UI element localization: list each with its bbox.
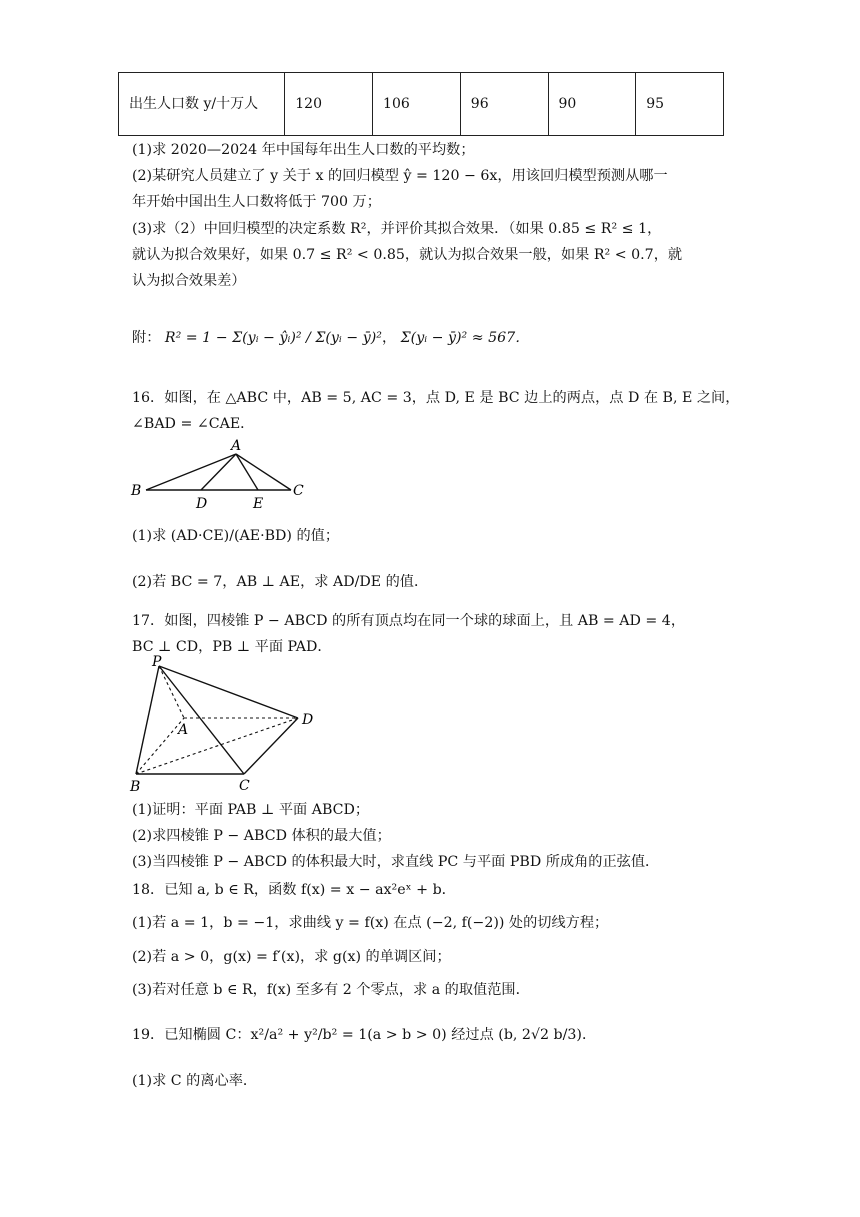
q16-part1: (1)求 (AD·CE)/(AE·BD) 的值； bbox=[132, 528, 340, 544]
label-B: B bbox=[131, 483, 142, 499]
q18-part3: (3)若对任意 b ∈ R，f(x) 至多有 2 个零点，求 a 的取值范围． bbox=[132, 982, 530, 998]
q19-part1: (1)求 C 的离心率． bbox=[132, 1073, 258, 1089]
label-C: C bbox=[293, 483, 304, 499]
q17-part3: (3)当四棱锥 P − ABCD 的体积最大时，求直线 PC 与平面 PBD 所成角的正弦值． bbox=[132, 854, 660, 870]
q17-part2: (2)求四棱锥 P − ABCD 体积的最大值； bbox=[132, 828, 391, 844]
label-D: D bbox=[302, 712, 314, 728]
label-B: B bbox=[130, 779, 141, 795]
q15-part1: (1)求 2020—2024 年中国每年出生人口数的平均数； bbox=[132, 142, 475, 158]
label-D: D bbox=[196, 496, 208, 512]
q17-stem-b: BC ⊥ CD，PB ⊥ 平面 PAD． bbox=[132, 639, 332, 655]
q15-part3c: 认为拟合效果差） bbox=[132, 273, 246, 289]
q18-stem: 18．已知 a, b ∈ R，函数 f(x) = x − ax²eˣ + b． bbox=[132, 882, 456, 898]
q15-part3b: 就认为拟合效果好，如果 0.7 ≤ R² < 0.85，就认为拟合效果一般，如果 R² < 0.7，就 bbox=[132, 247, 683, 263]
q16-part2: (2)若 BC = 7，AB ⊥ AE，求 AD/DE 的值． bbox=[132, 574, 429, 590]
pyramid-figure bbox=[126, 654, 326, 796]
birth-data-table bbox=[118, 72, 724, 136]
label-C: C bbox=[239, 778, 250, 794]
label-A: A bbox=[178, 722, 189, 738]
q17-part1: (1)证明：平面 PAB ⊥ 平面 ABCD； bbox=[132, 802, 370, 818]
table-row bbox=[119, 73, 724, 136]
value-cell: 96 bbox=[460, 73, 548, 136]
appendix-label: 附： bbox=[132, 330, 161, 346]
q16-stem-a: 16．如图，在 △ABC 中，AB = 5, AC = 3，点 D, E 是 BC 边上的两点，点 D 在 B, E 之间， bbox=[132, 390, 740, 406]
appendix-formula: R² = 1 − Σ(yᵢ − ŷᵢ)² / Σ(yᵢ − ȳ)² bbox=[164, 330, 382, 346]
value-cell: 95 bbox=[636, 73, 724, 136]
label-P: P bbox=[152, 654, 162, 670]
value-cell: 120 bbox=[285, 73, 373, 136]
value-cell: 106 bbox=[373, 73, 461, 136]
q17-stem-a: 17．如图，四棱锥 P − ABCD 的所有顶点均在同一个球的球面上，且 AB = AD = 4， bbox=[132, 613, 686, 629]
value-cell: 90 bbox=[548, 73, 636, 136]
q15-part2a: (2)某研究人员建立了 y 关于 x 的回归模型 ŷ = 120 − 6x，用该回归模型预测从哪一 bbox=[132, 168, 668, 184]
q19-stem: 19．已知椭圆 C：x²/a² + y²/b² = 1(a > b > 0) 经过点 (b, 2√2 b/3)． bbox=[132, 1027, 597, 1043]
q16-stem-b: ∠BAD = ∠CAE． bbox=[132, 416, 255, 432]
row-label-cell: 出生人口数 y/十万人 bbox=[119, 73, 285, 136]
label-E: E bbox=[253, 496, 264, 512]
q15-part3a: (3)求（2）中回归模型的决定系数 R²，并评价其拟合效果．（如果 0.85 ≤ R² ≤ 1， bbox=[132, 221, 662, 237]
label-A: A bbox=[231, 438, 242, 454]
q15-part2b: 年开始中国出生人口数将低于 700 万； bbox=[132, 194, 381, 210]
triangle-figure bbox=[126, 436, 316, 512]
appendix-sum: Σ(yᵢ − ȳ)² ≈ 567． bbox=[400, 330, 530, 346]
q15-appendix: 附： R² = 1 − Σ(yᵢ − ŷᵢ)² / Σ(yᵢ − ȳ)²， Σ(yᵢ − ȳ)² ≈ 567． bbox=[132, 330, 530, 346]
q18-part2: (2)若 a > 0，g(x) = f′(x)，求 g(x) 的单调区间； bbox=[132, 949, 451, 965]
q18-part1: (1)若 a = 1，b = −1，求曲线 y = f(x) 在点 (−2, f(−2)) 处的切线方程； bbox=[132, 915, 609, 931]
